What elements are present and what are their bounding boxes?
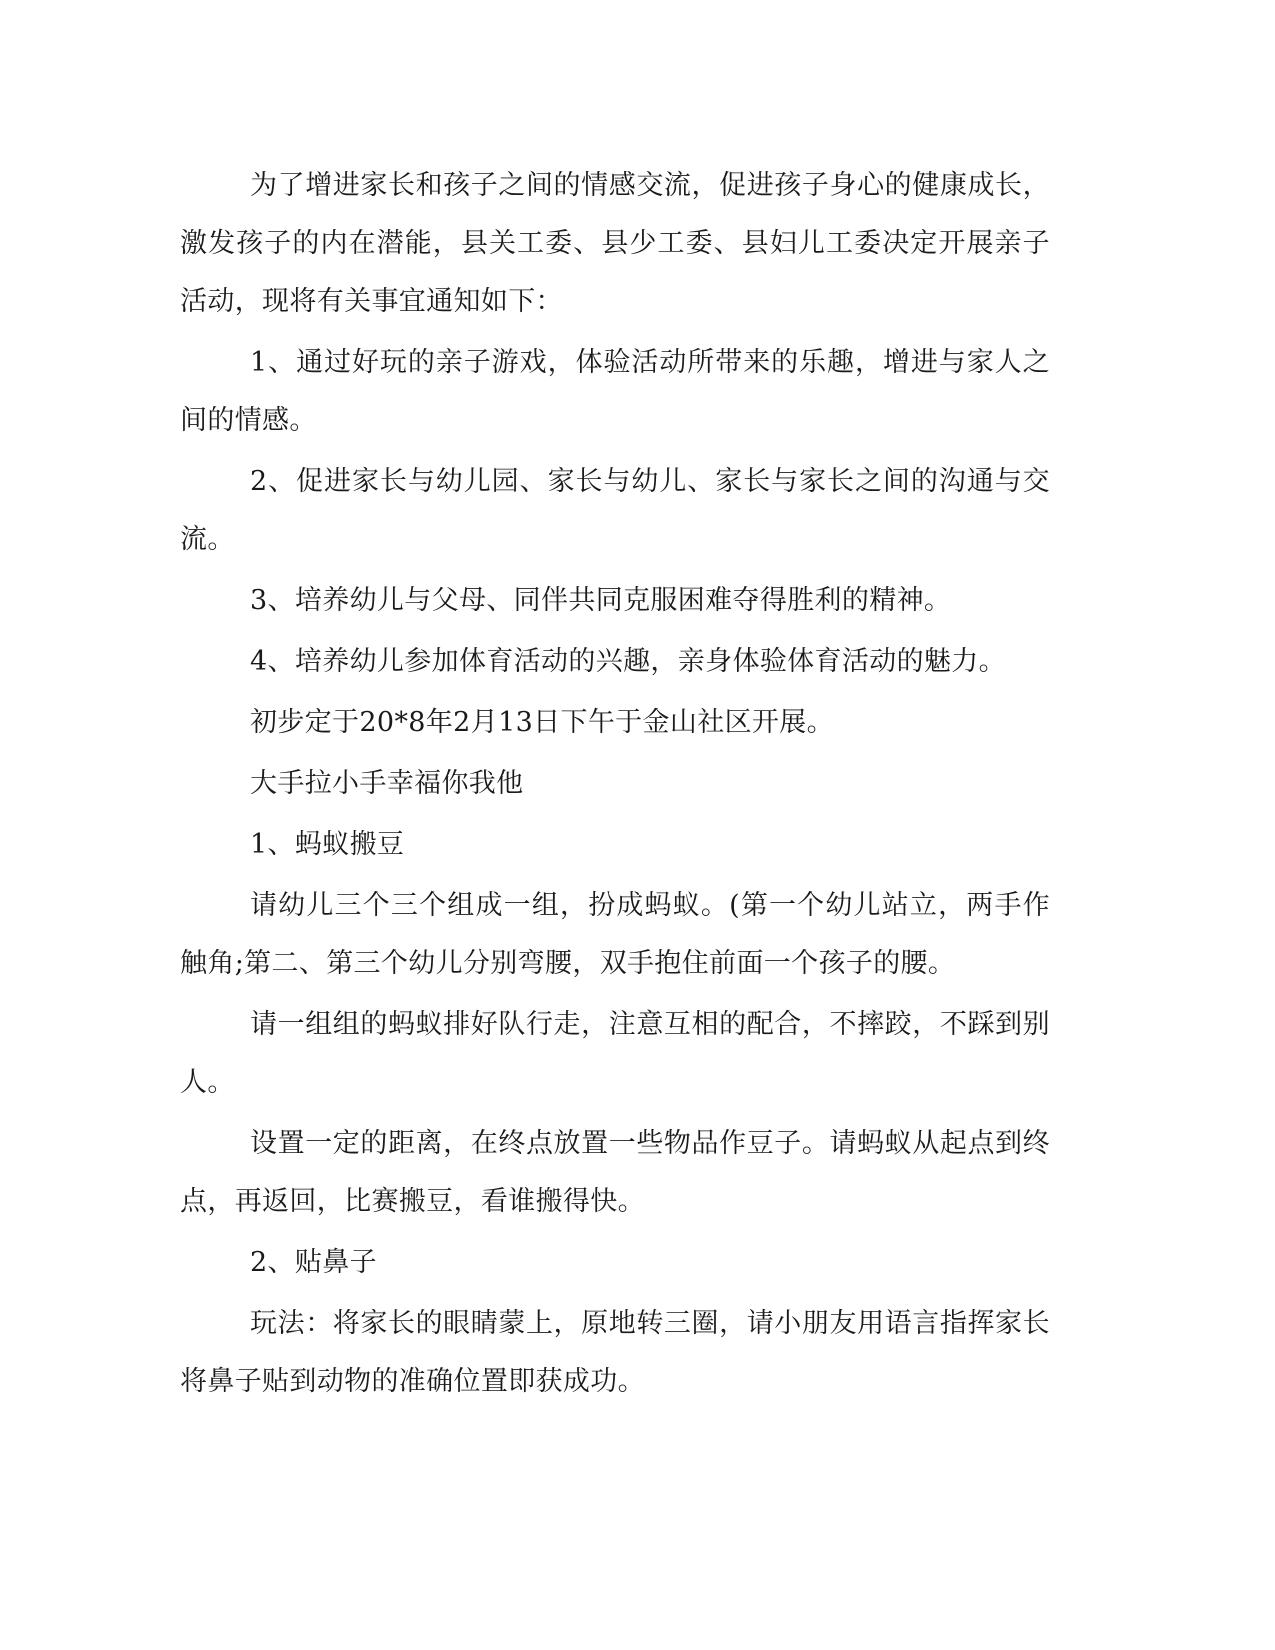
game-2-rules: 玩法：将家长的眼睛蒙上，原地转三圈，请小朋友用语言指挥家长将鼻子贴到动物的准确位置即获成功。 (180, 1308, 1050, 1397)
document-body (180, 157, 1050, 1414)
goal-item-2: 2、促进家长与幼儿园、家长与幼儿、家长与家长之间的沟通与交流。 (180, 466, 1050, 555)
goal-item-1: 1、通过好玩的亲子游戏，体验活动所带来的乐趣，增进与家人之间的情感。 (180, 347, 1050, 436)
goal-item-3: 3、培养幼儿与父母、同伴共同克服困难夺得胜利的精神。 (250, 585, 952, 616)
theme-paragraph: 大手拉小手幸福你我他 (250, 768, 524, 799)
game-1-setup: 请幼儿三个三个组成一组，扮成蚂蚁。(第一个幼儿站立，两手作触角;第二、第三个幼儿分别弯腰，双手抱住前面一个孩子的腰。 (180, 890, 1050, 979)
game-1-walk: 请一组组的蚂蚁排好队行走，注意互相的配合，不摔跤，不踩到别人。 (180, 1009, 1050, 1098)
game-2-heading: 2、贴鼻子 (250, 1247, 377, 1278)
intro-paragraph: 为了增进家长和孩子之间的情感交流，促进孩子身心的健康成长，激发孩子的内在潜能，县关工委、县少工委、县妇儿工委决定开展亲子活动，现将有关事宜通知如下： (180, 170, 1050, 317)
game-1-heading: 1、蚂蚁搬豆 (250, 829, 405, 860)
schedule-paragraph: 初步定于20*8年2月13日下午于金山社区开展。 (250, 707, 834, 738)
goal-item-4: 4、培养幼儿参加体育活动的兴趣，亲身体验体育活动的魅力。 (250, 646, 1006, 677)
game-1-race: 设置一定的距离，在终点放置一些物品作豆子。请蚂蚁从起点到终点，再返回，比赛搬豆，看谁搬得快。 (180, 1128, 1050, 1217)
